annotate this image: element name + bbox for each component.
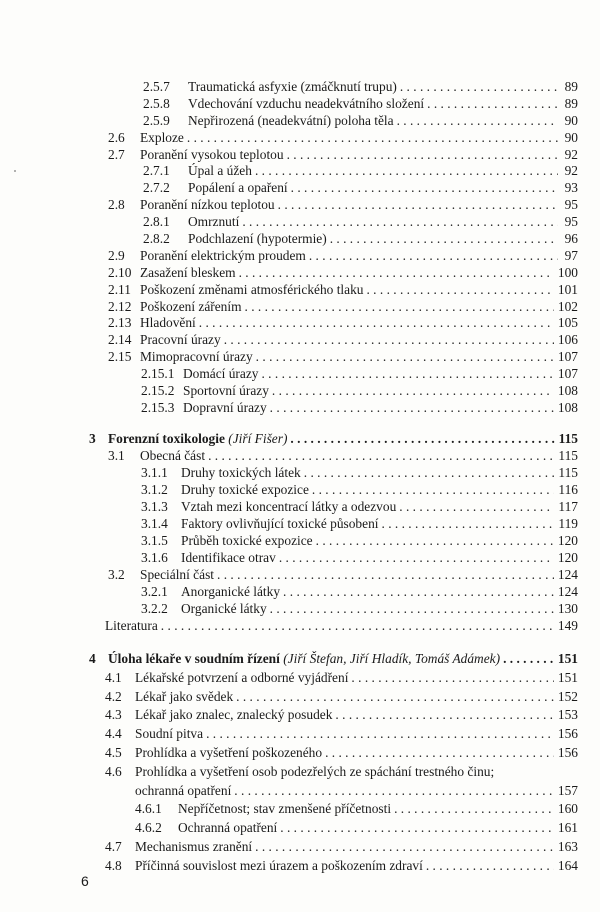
page-ref: 106 xyxy=(557,332,578,348)
entry-number: 4.6.2 xyxy=(135,820,162,836)
page-ref: 89 xyxy=(564,79,578,94)
leader-dots xyxy=(280,820,554,836)
toc-entry[interactable] xyxy=(0,180,600,197)
entry-title: Identifikace otrav xyxy=(181,550,276,565)
entry-number: 2.8.2 xyxy=(143,231,170,247)
entry-title: Sportovní úrazy xyxy=(183,383,269,399)
toc-entry[interactable] xyxy=(0,214,600,231)
entry-title: Úpal a úžeh xyxy=(188,163,252,179)
page-ref: 164 xyxy=(557,857,578,873)
leader-dots xyxy=(234,783,554,799)
leader-dots xyxy=(287,147,558,163)
page-ref: 107 xyxy=(557,349,578,365)
entry-title: Lékař jako znalec, znalecký posudek xyxy=(135,707,333,723)
entry-number: 3.1.4 xyxy=(141,516,168,531)
leader-dots xyxy=(270,601,554,617)
toc-entry[interactable] xyxy=(0,197,600,214)
leader-dots xyxy=(279,550,554,566)
toc-entry[interactable] xyxy=(0,282,600,299)
page-ref: 161 xyxy=(557,820,578,836)
page-ref: 97 xyxy=(564,247,578,263)
leader-dots xyxy=(270,400,554,416)
page-ref: 107 xyxy=(557,366,578,382)
page-ref: 116 xyxy=(558,482,578,497)
entry-number: 2.6 xyxy=(108,129,125,145)
entry-number: 2.8.1 xyxy=(143,214,170,230)
toc-entry[interactable] xyxy=(0,465,600,482)
leader-dots xyxy=(236,689,554,705)
toc-entry[interactable] xyxy=(0,801,600,820)
entry-title: Literatura xyxy=(105,618,158,633)
toc-entry[interactable] xyxy=(0,601,600,618)
toc-section-2 xyxy=(0,79,600,417)
entry-number: 4.5 xyxy=(105,744,122,760)
page-ref: 101 xyxy=(557,281,578,297)
leader-dots xyxy=(187,130,558,146)
entry-number: 2.5.8 xyxy=(143,95,170,111)
chapter-author: (Jiří Štefan, Jiří Hladík, Tomáš Adámek) xyxy=(283,651,501,666)
leader-dots xyxy=(325,745,554,761)
entry-title: Organické látky xyxy=(181,601,267,616)
entry-title: Domácí úrazy xyxy=(183,366,259,382)
toc-entry[interactable] xyxy=(0,858,600,877)
toc-entry[interactable] xyxy=(0,400,600,417)
toc-entry[interactable] xyxy=(0,231,600,248)
page-ref: 108 xyxy=(557,383,578,399)
entry-title: Vdechování vzduchu neadekvátního složení xyxy=(188,95,425,111)
entry-title: Pracovní úrazy xyxy=(140,332,221,348)
toc-entry[interactable] xyxy=(0,113,600,130)
entry-number: 3.1.3 xyxy=(141,499,168,514)
toc-entry[interactable] xyxy=(0,315,600,332)
toc-entry[interactable] xyxy=(0,299,600,316)
entry-number: 2.15.1 xyxy=(141,366,175,382)
entry-number: 3.1.2 xyxy=(141,482,168,497)
leader-dots xyxy=(397,113,558,129)
toc-entry[interactable] xyxy=(0,79,600,96)
chapter-number: 4 xyxy=(89,651,96,666)
toc-entry[interactable] xyxy=(0,689,600,708)
leader-dots xyxy=(272,383,554,399)
entry-title: Vztah mezi koncentrací látky a odezvou xyxy=(181,499,397,514)
entry-number: 4.6.1 xyxy=(135,801,162,817)
toc-entry[interactable] xyxy=(0,745,600,764)
toc-entry[interactable] xyxy=(0,147,600,164)
leader-dots xyxy=(503,651,554,667)
toc-entry[interactable] xyxy=(0,533,600,550)
page-ref: 89 xyxy=(564,95,578,111)
entry-number: 4.2 xyxy=(105,688,122,704)
entry-title: Druhy toxických látek xyxy=(181,465,301,480)
entry-title: Speciální část xyxy=(140,567,214,582)
entry-title: Exploze xyxy=(140,129,184,145)
entry-number: 3.1 xyxy=(108,448,125,463)
toc-entry[interactable] xyxy=(0,726,600,745)
entry-number: 2.8 xyxy=(108,197,125,213)
toc-entry[interactable] xyxy=(0,248,600,265)
entry-number: 2.12 xyxy=(108,298,132,314)
entry-number: 3.1.5 xyxy=(141,533,168,548)
leader-dots xyxy=(239,265,554,281)
entry-title: Poranění nízkou teplotou xyxy=(140,197,275,213)
entry-title: Hladovění xyxy=(140,315,196,331)
page-ref: 130 xyxy=(557,601,578,616)
entry-number: 2.11 xyxy=(108,281,131,297)
entry-title: Podchlazení (hypotermie) xyxy=(188,231,327,247)
toc-entry[interactable] xyxy=(0,839,600,858)
entry-number: 2.15.3 xyxy=(141,399,175,415)
leader-dots xyxy=(382,516,555,532)
toc-entry[interactable] xyxy=(0,550,600,567)
leader-dots xyxy=(208,448,554,464)
leader-dots xyxy=(290,431,554,447)
entry-title-continuation: ochranná opatření xyxy=(135,782,232,798)
page-ref: 156 xyxy=(557,726,578,742)
toc-entry[interactable] xyxy=(0,764,600,783)
entry-number: 2.5.7 xyxy=(143,79,170,94)
leader-dots xyxy=(330,231,558,247)
page-ref: 120 xyxy=(557,550,578,565)
page-ref: 153 xyxy=(557,707,578,723)
chapter-title: Forenzní toxikologie xyxy=(108,431,225,446)
entry-number: 3.2.1 xyxy=(141,584,168,599)
entry-title: Poranění vysokou teplotou xyxy=(140,146,284,162)
entry-number: 2.15.2 xyxy=(141,383,175,399)
page-ref: 119 xyxy=(558,516,578,531)
entry-title: Dopravní úrazy xyxy=(183,399,267,415)
entry-number: 4.1 xyxy=(105,669,122,685)
toc-chapter-heading[interactable] xyxy=(0,431,600,448)
toc-entry-literatura[interactable] xyxy=(0,618,600,635)
entry-number: 3.2.2 xyxy=(141,601,168,616)
entry-title: Popálení a opaření xyxy=(188,180,288,196)
entry-number: 2.5.9 xyxy=(143,112,170,128)
toc-chapter-3 xyxy=(0,431,600,635)
toc-entry[interactable] xyxy=(0,383,600,400)
entry-title: Faktory ovlivňující toxické působení xyxy=(181,516,379,531)
entry-number: 2.9 xyxy=(108,247,125,263)
page-ref: 105 xyxy=(557,315,578,331)
entry-title: Příčinná souvislost mezi úrazem a poškozením zdraví xyxy=(135,857,423,873)
toc-entry[interactable] xyxy=(0,448,600,465)
leader-dots xyxy=(199,315,554,331)
entry-number: 2.14 xyxy=(108,332,132,348)
toc-entry[interactable] xyxy=(0,265,600,282)
entry-number: 2.7 xyxy=(108,146,125,162)
entry-title: Průběh toxické expozice xyxy=(181,533,313,548)
page-ref: 124 xyxy=(557,584,578,599)
page-ref: 90 xyxy=(564,112,578,128)
entry-title: Lékař jako svědek xyxy=(135,688,234,704)
toc-entry[interactable] xyxy=(0,332,600,349)
entry-title: Prohlídka a vyšetření poškozeného xyxy=(135,744,323,760)
page-ref: 100 xyxy=(557,264,578,280)
leader-dots xyxy=(256,349,554,365)
entry-title: Prohlídka a vyšetření osob podezřelých ze spáchání trestného činu; xyxy=(135,763,495,779)
entry-title: Poškození změnami atmosférického tlaku xyxy=(140,281,364,297)
page-ref: 92 xyxy=(564,163,578,179)
toc-entry[interactable] xyxy=(0,670,600,689)
page-ref: 90 xyxy=(564,129,578,145)
chapter-number: 3 xyxy=(89,431,96,446)
leader-dots xyxy=(426,858,554,874)
toc-entry[interactable] xyxy=(0,584,600,601)
entry-title: Zasažení bleskem xyxy=(140,264,236,280)
entry-title: Soudní pitva xyxy=(135,726,204,742)
toc-entry[interactable] xyxy=(0,567,600,584)
leader-dots xyxy=(291,180,558,196)
leader-dots xyxy=(304,465,555,481)
entry-title: Poškození zářením xyxy=(140,298,242,314)
page-ref: 124 xyxy=(557,567,578,582)
page-ref: 96 xyxy=(564,231,578,247)
page-ref: 156 xyxy=(557,744,578,760)
leader-dots xyxy=(400,79,558,95)
leader-dots xyxy=(255,839,554,855)
page-ref: 115 xyxy=(558,431,578,446)
entry-title: Druhy toxické expozice xyxy=(181,482,309,497)
entry-number: 3.1.1 xyxy=(141,465,168,480)
leader-dots xyxy=(161,618,554,634)
page-number: 6 xyxy=(81,873,89,889)
page-ref: 115 xyxy=(558,448,578,463)
page-ref: 95 xyxy=(564,197,578,213)
page-ref: 163 xyxy=(557,838,578,854)
toc-chapter-4 xyxy=(0,651,600,877)
chapter-title: Úloha lékaře v soudním řízení xyxy=(108,651,280,666)
toc-entry[interactable] xyxy=(0,482,600,499)
entry-number: 3.1.6 xyxy=(141,550,168,565)
leader-dots xyxy=(278,197,558,213)
page-ref: 149 xyxy=(557,618,578,633)
entry-title: Omrznutí xyxy=(188,214,240,230)
entry-title: Lékařské potvrzení a odborné vyjádření xyxy=(135,669,349,685)
toc-entry[interactable] xyxy=(0,130,600,147)
page-ref: 152 xyxy=(557,688,578,704)
leader-dots xyxy=(224,332,554,348)
leader-dots xyxy=(245,299,554,315)
toc-entry[interactable] xyxy=(0,349,600,366)
leader-dots xyxy=(309,248,558,264)
toc-entry[interactable] xyxy=(0,707,600,726)
page-ref: 157 xyxy=(557,782,578,798)
entry-number: 4.8 xyxy=(105,857,122,873)
leader-dots xyxy=(427,96,558,112)
entry-title: Anorganické látky xyxy=(181,584,281,599)
leader-dots xyxy=(366,282,553,298)
toc-entry[interactable] xyxy=(0,163,600,180)
leader-dots xyxy=(283,584,554,600)
page-ref: 151 xyxy=(557,669,578,685)
page-ref: 102 xyxy=(557,298,578,314)
page-ref: 117 xyxy=(558,499,578,514)
entry-title: Mechanismus zranění xyxy=(135,838,253,854)
leader-dots xyxy=(399,499,554,515)
entry-number: 4.4 xyxy=(105,726,122,742)
entry-title: Obecná část xyxy=(140,448,206,463)
entry-number: 2.10 xyxy=(108,264,132,280)
toc-entry[interactable] xyxy=(0,366,600,383)
entry-title: Nepřirozená (neadekvátní) poloha těla xyxy=(188,112,394,128)
entry-number: 4.6 xyxy=(105,763,122,779)
page-ref: 160 xyxy=(557,801,578,817)
leader-dots xyxy=(217,567,554,583)
leader-dots xyxy=(206,726,554,742)
leader-dots xyxy=(242,214,558,230)
toc-entry[interactable] xyxy=(0,499,600,516)
leader-dots xyxy=(316,533,554,549)
toc-entry[interactable] xyxy=(0,96,600,113)
page-ref: 92 xyxy=(564,146,578,162)
leader-dots xyxy=(394,801,554,817)
page-ref: 93 xyxy=(564,180,578,196)
toc-chapter-heading[interactable] xyxy=(0,651,600,670)
leader-dots xyxy=(255,163,558,179)
toc-entry[interactable] xyxy=(0,516,600,533)
entry-number: 2.15 xyxy=(108,349,132,365)
page-ref: 120 xyxy=(557,533,578,548)
page-ref: 151 xyxy=(557,651,578,666)
entry-number: 4.3 xyxy=(105,707,122,723)
entry-title: Mimopracovní úrazy xyxy=(140,349,253,365)
leader-dots xyxy=(351,670,553,686)
entry-number: 2.13 xyxy=(108,315,132,331)
entry-number: 2.7.1 xyxy=(143,163,170,179)
entry-number: 3.2 xyxy=(108,567,125,582)
leader-dots xyxy=(261,366,553,382)
entry-number: 4.7 xyxy=(105,838,122,854)
entry-title: Poranění elektrickým proudem xyxy=(140,247,306,263)
entry-number: 2.7.2 xyxy=(143,180,170,196)
entry-title: Nepříčetnost; stav zmenšené příčetnosti xyxy=(178,801,392,817)
page-ref: 108 xyxy=(557,399,578,415)
entry-title: Traumatická asfyxie (zmáčknutí trupu) xyxy=(188,79,397,94)
leader-dots xyxy=(312,482,555,498)
page-ref: 95 xyxy=(564,214,578,230)
leader-dots xyxy=(335,707,553,723)
entry-title: Ochranná opatření xyxy=(178,820,278,836)
chapter-author: (Jiří Fišer) xyxy=(228,431,288,446)
toc-entry-continuation[interactable] xyxy=(0,783,600,802)
toc-entry[interactable] xyxy=(0,820,600,839)
page-ref: 115 xyxy=(558,465,578,480)
